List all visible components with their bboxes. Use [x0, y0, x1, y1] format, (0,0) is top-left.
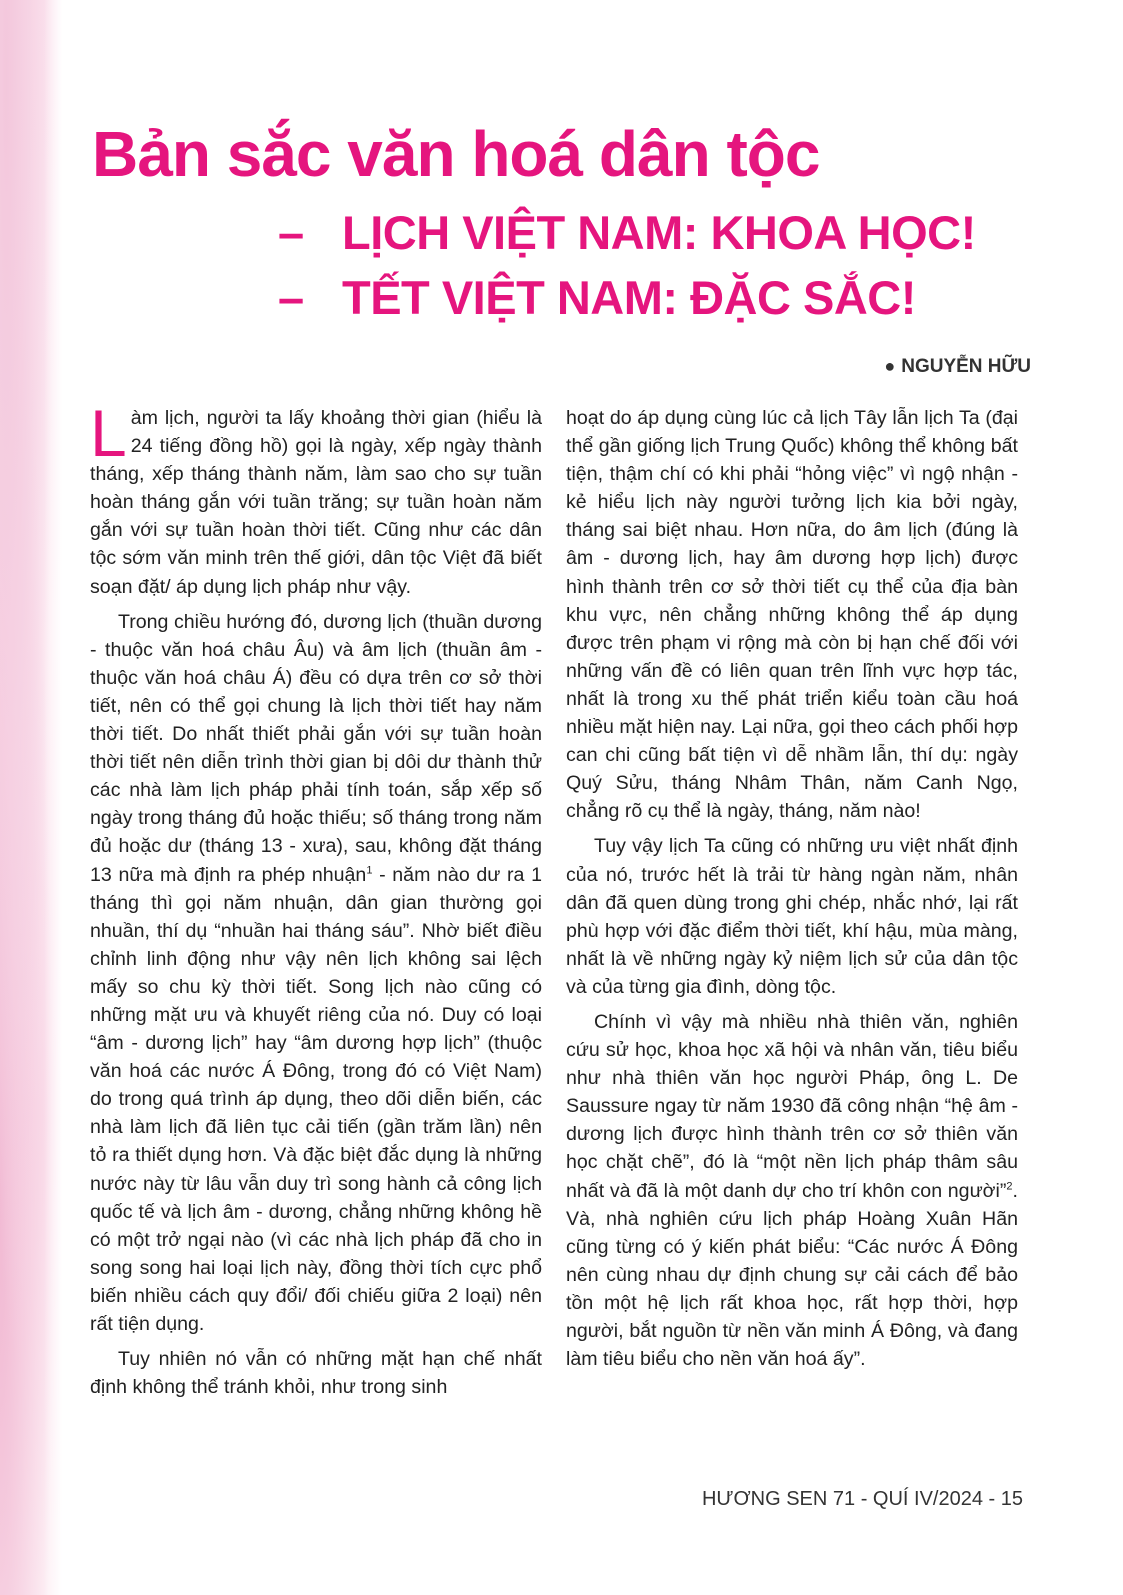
paragraph-text: àm lịch, người ta lấy khoảng thời gian (hiểu là 24 tiếng đồng hồ) gọi là ngày, xếp ngày thành tháng, xếp tháng thành năm, làm sao cho sự tuần hoàn tháng gắn với tuần trăng; sự tuần hoàn năm gắn với sự tuần hoàn thời tiết. Cũng như các dân tộc sớm văn minh trên thế giới, dân tộc Việt đã biết soạn đặt/ áp dụng lịch pháp như vậy. — [90, 407, 542, 598]
paragraph — [90, 396, 542, 601]
subtitle-dash: – — [278, 271, 304, 324]
article-subtitle-2 — [278, 270, 916, 326]
author-byline — [884, 356, 1031, 378]
paragraph — [566, 832, 1018, 1001]
drop-cap: L — [90, 396, 127, 470]
paragraph — [566, 1008, 1018, 1373]
subtitle-2-text: TẾT VIỆT NAM: ĐẶC SẮC! — [342, 271, 916, 324]
footnote-marker: 2 — [1006, 1180, 1013, 1192]
paragraph-text: . Và, nhà nghiên cứu lịch pháp Hoàng Xuân Hãn cũng từng có ý kiến phát biểu: “Các nước Á Đông nên cùng nhau dự định chung sự cải cách để bảo tồn một hệ lịch rất khoa học, rất hợp thời, hợp người, bắt nguồn từ nền văn minh Á Đông, và đang làm tiêu biểu cho nền văn hoá ấy”. — [566, 1179, 1018, 1371]
paragraph-text: Trong chiều hướng đó, dương lịch (thuần dương - thuộc văn hoá châu Âu) và âm lịch (thuần âm - thuộc văn hoá châu Á) đều có dựa trên cơ sở thời tiết, nên có thể gọi chung là lịch thời tiết hay năm thời tiết. Do nhất thiết phải gắn với sự tuần hoàn thời tiết nên diễn trình thời gian bị dôi dư thành thử các nhà làm lịch pháp phải tính toán, sắp xếp số ngày trong tháng đủ hoặc thiếu; số tháng trong năm đủ hoặc dư (tháng 13 - xưa), sau, không đặt tháng 13 nữa mà định ra phép nhuận — [90, 610, 542, 886]
paragraph-text: - năm nào dư ra 1 tháng thì gọi năm nhuận, dân gian thường gọi nhuần, thí dụ “nhuần hai tháng sáu”. Nhờ biết điều chỉnh linh động như vậy nên lịch không sai lệch mấy so chu kỳ thời tiết. Song lịch nào cũng có những mặt ưu và khuyết riêng của nó. Duy có loại “âm - dương lịch” hay “âm dương hợp lịch” (thuộc văn hoá các nước Á Đông, trong đó có Việt Nam) do trong quá trình áp dụng, theo dõi diễn biến, các nhà làm lịch đã liên tục cải tiến (gần trăm lần) nên tỏ ra thiết dụng hơn. Và đặc biệt đắc dụng là những nước này từ lâu vẫn duy trì song hành cả công lịch quốc tế và lịch âm - dương, chẳng những không hề có một trở ngại nào (vì các nhà lịch pháp đã cho in song song hai loại lịch này, đồng thời tích cực phổ biến nhiều cách quy đổi/ đối chiếu giữa 2 loại) nên rất tiện dụng. — [90, 863, 542, 1335]
decorative-side-border — [0, 0, 62, 1595]
paragraph-text: Tuy nhiên nó vẫn có những mặt hạn chế nhất định không thể tránh khỏi, như trong sinh — [90, 1348, 542, 1399]
paragraph — [566, 404, 1018, 825]
footnote-marker: 1 — [366, 863, 373, 876]
page-footer: HƯƠNG SEN 71 - QUÍ IV/2024 - 15 — [701, 1488, 1023, 1510]
article-subtitle-1 — [278, 205, 976, 261]
author-name: NGUYỄN HỮU — [901, 356, 1031, 377]
left-column — [90, 396, 542, 1408]
article-title: Bản sắc văn hoá dân tộc — [92, 118, 820, 190]
paragraph-text: Chính vì vậy mà nhiều nhà thiên văn, nghiên cứu sử học, khoa học xã hội và nhân văn, tiêu biểu như nhà thiên văn học người Pháp, ông L. De Saussure ngay từ năm 1930 đã công nhận “hệ âm - dương lịch được hình thành trên cơ sở thiên văn học chặt chẽ”, đó là “một nền lịch pháp thâm sâu nhất và đã là một danh dự cho trí khôn con người” — [566, 1010, 1018, 1202]
paragraph-text: Tuy vậy lịch Ta cũng có những ưu việt nhất định của nó, trước hết là trải từ hàng ngàn năm, nhân dân đã quen dùng trong ghi chép, nhắc nhớ, lại rất phù hợp với đặc điểm thời tiết, khí hậu, mùa màng, nhất là về những ngày kỷ niệm lịch sử của dân tộc và của từng gia đình, dòng tộc. — [566, 835, 1018, 998]
right-column — [566, 404, 1018, 1380]
subtitle-1-text: LỊCH VIỆT NAM: KHOA HỌC! — [342, 206, 976, 259]
paragraph — [90, 1345, 542, 1401]
subtitle-dash: – — [278, 206, 304, 259]
paragraph-text: hoạt do áp dụng cùng lúc cả lịch Tây lẫn lịch Ta (đại thể gần giống lịch Trung Quốc) không thể không bất tiện, thậm chí có khi phải “hỏng việc” vì ngộ nhận - kẻ hiểu lịch này người tưởng lịch kia bởi ngày, tháng sai biệt nhau. Hơn nữa, do âm lịch (đúng là âm - dương lịch, hay âm dương hợp lịch) được hình thành trên cơ sở thời tiết cụ thể của địa bàn khu vực, nên chẳng những không thể áp dụng được trên phạm vi rộng mà còn bị hạn chế đối với những vấn đề có liên quan trên lĩnh vực hợp tác, nhất là trong xu thế phát triển kiểu toàn cầu hoá nhiều mặt hiện nay. Lại nữa, gọi theo cách phối hợp can chi cũng bất tiện vì dễ nhầm lẫn, thí dụ: ngày Quý Sửu, tháng Nhâm Thân, năm Canh Ngọ, chẳng rõ cụ thể là ngày, tháng, năm nào! — [566, 407, 1018, 823]
bullet-icon: ● — [884, 356, 896, 376]
paragraph — [90, 608, 542, 1338]
